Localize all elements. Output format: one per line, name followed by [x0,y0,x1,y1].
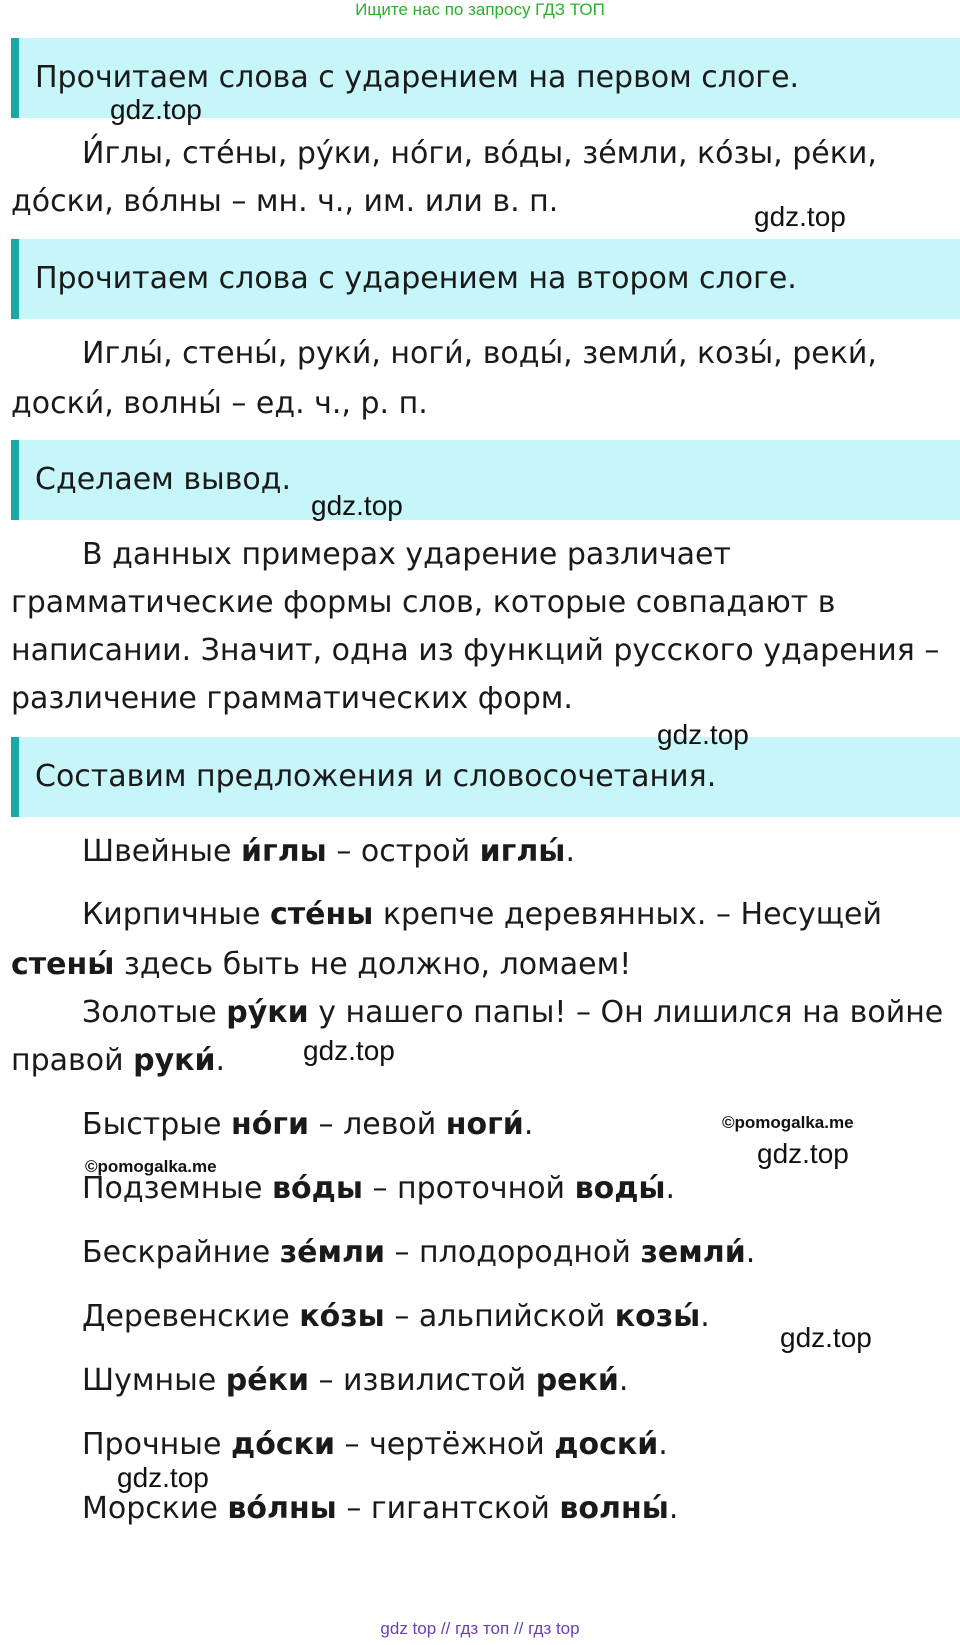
watermark-text: gdz.top [303,1035,395,1066]
sentence-line: Морские во́лны – гигантской волны́. [82,1491,679,1526]
section-header-second-syllable [11,239,960,319]
text-line: И́глы, сте́ны, ру́ки, но́ги, во́ды, зе́мли, ко́зы, ре́ки, [82,136,877,171]
sentence-line: правой руки́. [11,1043,226,1078]
watermark-text: gdz.top [657,719,749,750]
text-line: до́ски, во́лны – мн. ч., им. или в. п. [11,184,559,219]
text-line: написании. Значит, одна из функций русского ударения – [11,633,940,668]
top-search-note: Ищите нас по запросу ГДЗ ТОП [355,0,605,19]
sentence-line: Быстрые но́ги – левой ноги́. [82,1107,534,1142]
sentence-line: Деревенские ко́зы – альпийской козы́. [82,1299,710,1334]
section-header-text: Прочитаем слова с ударением на втором слоге. [35,261,797,296]
sentence-line: Шумные ре́ки – извилистой реки́. [82,1363,629,1398]
bottom-footer-note: gdz top // гдз топ // гдз top [380,1619,580,1638]
section-header-sentences [11,737,960,817]
sentence-line: Кирпичные сте́ны крепче деревянных. – Несущей [82,897,883,932]
sentence-line: Золотые ру́ки у нашего папы! – Он лишился на войне [82,995,944,1030]
text-line: различение грамматических форм. [11,681,573,716]
sentence-line: Подземные во́ды – проточной воды́. [82,1171,676,1206]
sentence-line: Швейные и́глы – острой иглы́. [82,834,575,869]
text-line: грамматические формы слов, которые совпадают в [11,585,836,620]
copyright-mark: ©pomogalka.me [85,1157,217,1176]
watermark-text: gdz.top [754,201,846,232]
watermark-text: gdz.top [311,490,403,521]
copyright-mark: ©pomogalka.me [722,1113,854,1132]
sentence-line: Прочные до́ски – чертёжной доски́. [82,1427,668,1462]
text-line: Иглы́, стены́, руки́, ноги́, воды́, земли́, козы́, реки́, [82,336,877,371]
section-header-text: Сделаем вывод. [35,462,292,497]
sentence-line: стены́ здесь быть не должно, ломаем! [11,947,632,982]
section-header-conclusion [11,440,960,520]
watermark-text: gdz.top [117,1462,209,1493]
text-line: доски́, волны́ – ед. ч., р. п. [11,386,428,421]
sentence-line: Бескрайние зе́мли – плодородной земли́. [82,1235,756,1270]
watermark-text: gdz.top [780,1322,872,1353]
watermark-text: gdz.top [110,94,202,125]
watermark-text: gdz.top [757,1138,849,1169]
section-header-text: Прочитаем слова с ударением на первом слоге. [35,60,800,95]
section-header-text: Составим предложения и словосочетания. [35,759,717,794]
text-line: В данных примерах ударение различает [82,537,731,572]
